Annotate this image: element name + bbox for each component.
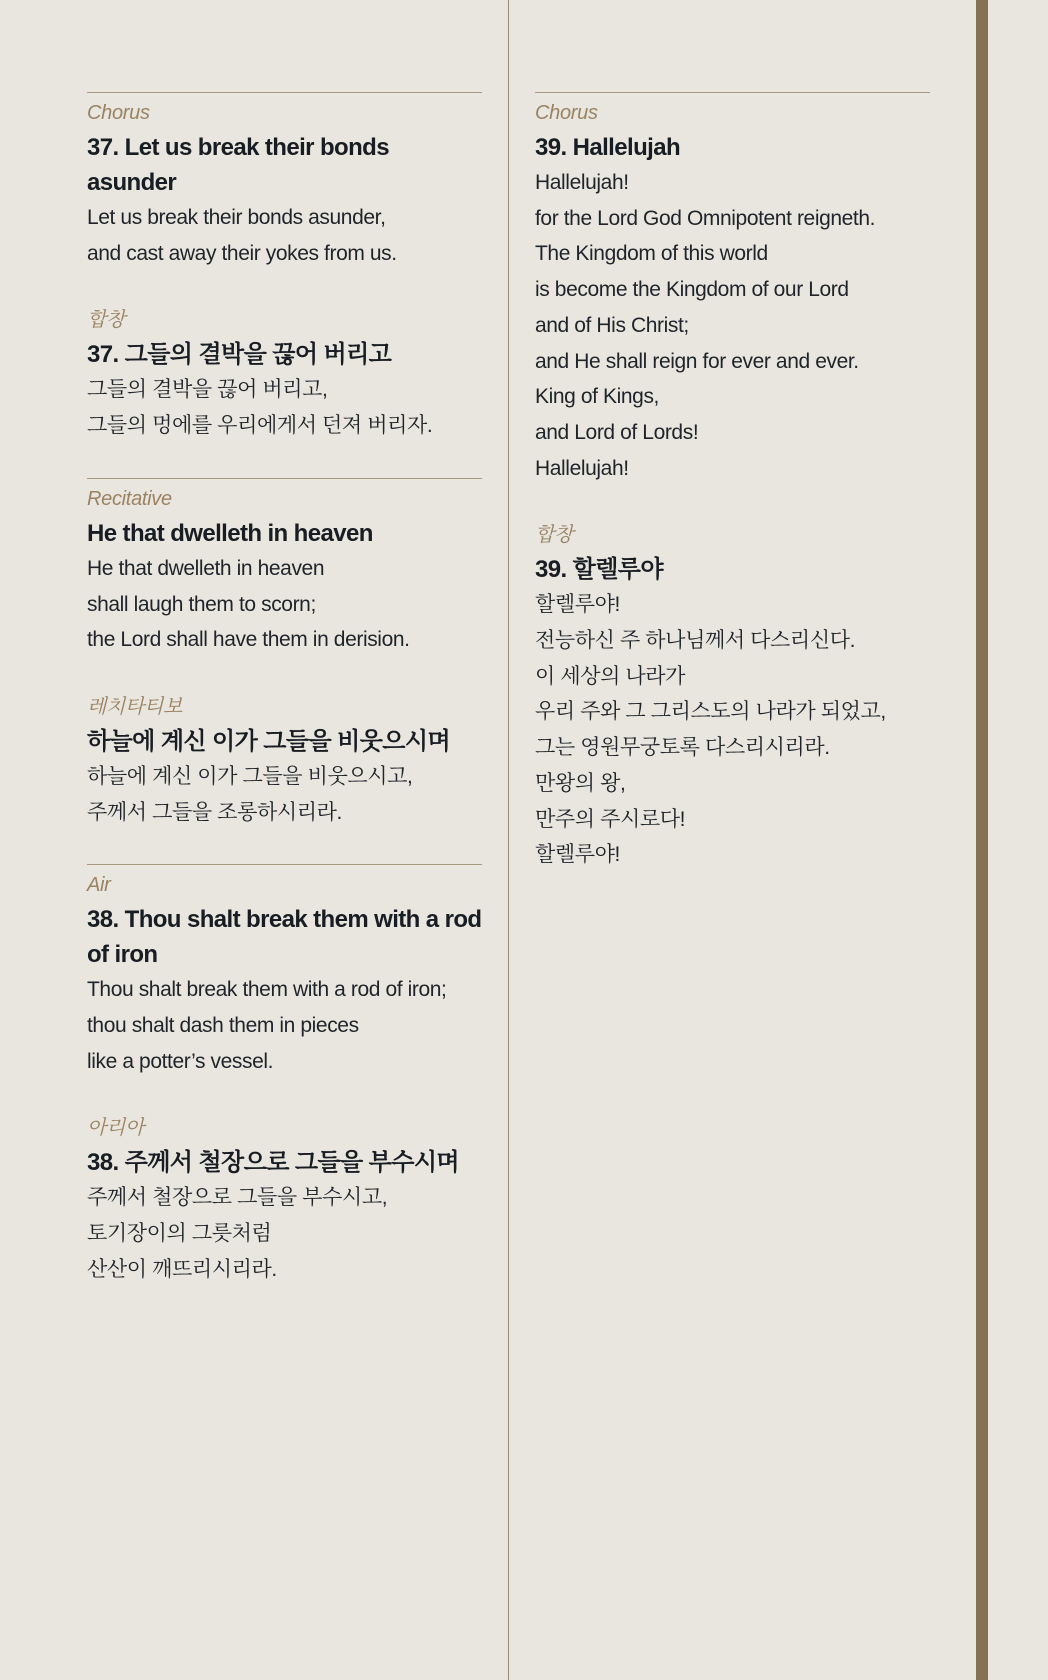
movement-title: 37. 그들의 결박을 끊어 버리고 xyxy=(87,341,392,369)
lyric-line: and cast away their yokes from us. xyxy=(87,241,397,265)
lyric-line: 토기장이의 그릇처럼 xyxy=(87,1222,272,1246)
lyric-line: is become the Kingdom of our Lord xyxy=(535,278,849,302)
lyric-line: King of Kings, xyxy=(535,385,659,409)
lyric-section xyxy=(535,92,930,486)
lyric-line: 만왕의 왕, xyxy=(535,771,626,795)
lyric-lines xyxy=(87,200,482,271)
lyric-line: and He shall reign for ever and ever. xyxy=(535,349,859,373)
lyric-lines xyxy=(535,165,930,486)
lyric-line: 그들의 결박을 끊어 버리고, xyxy=(87,378,328,402)
lyric-line: 우리 주와 그 그리스도의 나라가 되었고, xyxy=(535,700,886,724)
lyric-line: 산산이 깨뜨리시리라. xyxy=(87,1257,277,1281)
movement-type-label: Recitative xyxy=(87,487,172,510)
lyric-lines xyxy=(87,972,482,1079)
movement-type-label: 아리아 xyxy=(87,1117,145,1140)
lyric-line: He that dwelleth in heaven xyxy=(87,556,325,580)
lyric-line: 그들의 멍에를 우리에게서 던져 버리자. xyxy=(87,414,433,438)
lyric-section xyxy=(87,92,482,271)
lyric-line: Hallelujah! xyxy=(535,171,629,194)
left-column xyxy=(87,92,482,1288)
section-spacer xyxy=(87,658,482,694)
lyric-line: Hallelujah! xyxy=(535,456,629,480)
section-spacer xyxy=(535,486,930,522)
section-spacer xyxy=(87,830,482,864)
lyric-lines xyxy=(87,372,482,443)
section-spacer xyxy=(87,444,482,478)
movement-title: 하늘에 계신 이가 그들을 비웃으시며 xyxy=(87,727,451,755)
lyric-line: 주께서 그들을 조롱하시리라. xyxy=(87,800,342,824)
lyric-line: thou shalt dash them in pieces xyxy=(87,1014,359,1038)
lyric-section xyxy=(87,1115,482,1287)
lyric-line: for the Lord God Omnipotent reigneth. xyxy=(535,206,876,230)
lyric-line: and Lord of Lords! xyxy=(535,420,699,444)
lyric-lines xyxy=(87,551,482,658)
movement-title: He that dwelleth in heaven xyxy=(87,519,373,547)
lyric-section xyxy=(535,522,930,873)
movement-title: 39. Hallelujah xyxy=(535,134,680,161)
lyric-line: 하늘에 계신 이가 그들을 비웃으시고, xyxy=(87,764,413,788)
movement-type-label: Chorus xyxy=(87,102,150,124)
lyric-line: the Lord shall have them in derision. xyxy=(87,628,410,652)
movement-type-label: 레치타티보 xyxy=(87,695,183,718)
lyric-line: shall laugh them to scorn; xyxy=(87,592,316,616)
movement-type-label: Air xyxy=(87,874,111,897)
section-spacer xyxy=(87,1079,482,1115)
movement-title: 37. Let us break their bonds asunder xyxy=(87,134,389,196)
lyric-section xyxy=(87,864,482,1079)
lyric-lines xyxy=(87,759,482,830)
lyric-line: 할렐루야! xyxy=(535,843,620,867)
lyric-line: 만주의 주시로다! xyxy=(535,807,686,831)
lyric-section xyxy=(87,694,482,830)
movement-title: 38. Thou shalt break them with a rod of iron xyxy=(87,906,482,969)
lyric-line: The Kingdom of this world xyxy=(535,242,768,266)
lyric-section xyxy=(87,478,482,658)
movement-title: 39. 할렐루야 xyxy=(535,556,663,584)
column-divider xyxy=(508,0,509,1680)
lyric-line: 전능하신 주 하나님께서 다스리신다. xyxy=(535,629,856,653)
movement-title: 38. 주께서 철장으로 그들을 부수시며 xyxy=(87,1149,460,1177)
lyric-line: 그는 영원무궁토록 다스리시리라. xyxy=(535,736,830,760)
section-spacer xyxy=(87,271,482,307)
lyric-lines xyxy=(535,587,930,873)
right-column xyxy=(535,92,930,873)
lyric-line: and of His Christ; xyxy=(535,313,689,337)
lyric-lines xyxy=(87,1180,482,1287)
lyric-line: Let us break their bonds asunder, xyxy=(87,206,386,229)
movement-type-label: Chorus xyxy=(535,102,598,124)
page-edge-bar xyxy=(976,0,988,1680)
lyric-line: like a potter’s vessel. xyxy=(87,1049,274,1073)
lyric-line: 할렐루야! xyxy=(535,593,620,617)
movement-type-label: 합창 xyxy=(87,309,126,332)
lyric-line: 이 세상의 나라가 xyxy=(535,664,686,688)
movement-type-label: 합창 xyxy=(535,524,574,547)
lyric-line: 주께서 철장으로 그들을 부수시고, xyxy=(87,1186,388,1210)
lyric-section xyxy=(87,307,482,443)
lyric-line: Thou shalt break them with a rod of iron; xyxy=(87,978,447,1002)
